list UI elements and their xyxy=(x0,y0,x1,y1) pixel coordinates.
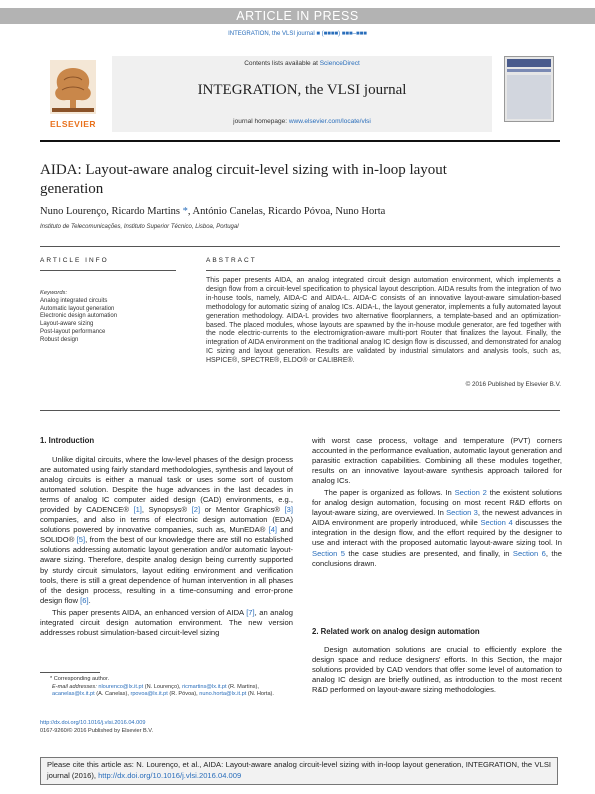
reference-link[interactable]: [1] xyxy=(133,505,142,515)
intro-paragraph-4: The paper is organized as follows. In Section 2 the existent solutions for analog design automation, focusing on most recent R&D efforts on layout-aware sizing, are overviewed. In Section 3, the newest advances in AIDA environment are properly introduced, while Section 4 discusses the integration in the design flow, and the effort required by the designer to use and interact with the proposed automatic layout-aware sizing tool. In Section 5 the case studies are presented, and finally, in Section 6, the conclusions drawn. xyxy=(312,488,562,568)
intro-paragraph-2: This paper presents AIDA, an enhanced version of AIDA [7], an analog integrated circuit design automation environment. The new version addresses robust simulation-based circuit-level sizing xyxy=(40,607,293,637)
homepage-link[interactable]: www.elsevier.com/locate/vlsi xyxy=(288,118,371,125)
introduction-left-column xyxy=(40,455,293,638)
email-link[interactable]: acanelas@lx.it.pt xyxy=(52,691,95,698)
email-link[interactable]: nuno.horta@lx.it.pt xyxy=(199,691,247,698)
abstract-rule xyxy=(206,270,560,271)
abstract-heading: ABSTRACT xyxy=(206,257,257,264)
reference-link[interactable]: [4] xyxy=(268,525,278,535)
keyword-item: Automatic layout generation xyxy=(40,305,115,312)
article-info-heading: ARTICLE INFO xyxy=(40,257,109,264)
keywords-label: Keywords: xyxy=(40,290,68,296)
contents-prefix: Contents lists available at xyxy=(244,60,320,67)
journal-title: INTEGRATION, the VLSI journal xyxy=(197,82,407,98)
related-work-heading: 2. Related work on analog design automation xyxy=(312,627,480,636)
elsevier-wordmark: ELSEVIER xyxy=(49,119,97,129)
section-link[interactable]: Section 2 xyxy=(454,488,487,498)
journal-header-panel xyxy=(112,56,492,132)
email-link[interactable]: rpovoa@lx.it.pt xyxy=(130,691,168,698)
sciencedirect-link[interactable]: ScienceDirect xyxy=(319,60,360,67)
section-link[interactable]: Section 4 xyxy=(480,518,513,528)
intro-paragraph-1: Unlike digital circuits, where the low-level phases of the design process are automated using fairly standard methodologies, synthesis and layout of analog circuits is either a manual task or uses some sort of custom automated solution. Despite the huge advances in the last decades in terms of analog IC computer aided design (CAD) environments, e.g., provided by CADENCE® [1], Synopsys® [2] or Mentor Graphics® [3] companies, and also in terms of electronic design automation (EDA) solutions powered by innovative companies, such as, MunEDA® [4] and SOLIDO® [5], from the best of our knowledge there are still no established solutions addressing automatic layout generation and/or automatic layout-aware sizing. Therefore, despite analog design being currently supported by sturdy circuit simulators, layout editing environment and verification tools, there is still a great dependence of human intervention in all phases of the design process, resulting in a time-consuming and error-prone design flow [6]. xyxy=(40,455,294,605)
issn-line: 0167-9260/© 2016 Published by Elsevier B.V. xyxy=(40,727,154,734)
article-in-press-banner: ARTICLE IN PRESS xyxy=(0,8,595,24)
section-link[interactable]: Section 3 xyxy=(446,508,478,518)
reference-link[interactable]: [3] xyxy=(284,505,293,515)
reference-link[interactable]: [5] xyxy=(76,535,86,545)
header-divider xyxy=(40,140,560,142)
body-divider xyxy=(40,410,560,411)
keyword-item: Post-layout performance xyxy=(40,328,106,335)
cover-body xyxy=(507,75,551,119)
author-list xyxy=(40,206,540,217)
article-title: AIDA: Layout-aware analog circuit-level sizing with in-loop layout generation xyxy=(40,162,447,197)
introduction-heading: 1. Introduction xyxy=(40,436,95,445)
email-link[interactable]: nlourenco@lx.it.pt xyxy=(98,683,144,690)
corresponding-author-mark[interactable]: * xyxy=(182,206,188,217)
keyword-item: Electronic design automation xyxy=(40,313,118,320)
keyword-item: Robust design xyxy=(40,336,79,343)
corresponding-author-note: * Corresponding author. xyxy=(50,676,110,682)
elsevier-tree-logo xyxy=(40,56,106,128)
reference-link[interactable]: [6] xyxy=(80,595,89,605)
section-link[interactable]: Section 5 xyxy=(312,548,345,558)
reference-link[interactable]: [2] xyxy=(191,505,201,515)
authors-rest: , António Canelas, Ricardo Póvoa, Nuno Horta xyxy=(187,206,386,217)
section-link[interactable]: Section 6 xyxy=(512,548,546,558)
corresponding-author-footnote xyxy=(40,676,290,699)
abstract-text: This paper presents AIDA, an analog integrated circuit design automation environment, which implements a design flow from a circuit-level specification to physical layout description. AIDA results from the integration of two in-house tools, namely, AIDA-C and AIDA-L. AIDA-C consists of an innovative layout-aware simulation-based methodology for automatic sizing of analog ICs. AIDA-L, the layout generator, implements a fully automated layout generation methodology. AIDA-L provides two alternative floorplanners, a template-based and an optimization-based. The placed modules, whose layouts are spawned by the in-house module generator, are fed together with the node electric-currents to the electromigration-aware multi-port Router that finalizes the layout. Finally, the integration of AIDA environment on the traditional analog IC design flow is discussed, and demonstrated for analog IC sizing and layout generation. Results are validated by industrial simulators and analysis tools, such as, HSPICE®, SPECTRE®, ELDO® or CALIBRE®. xyxy=(206,277,561,365)
reference-link[interactable]: [7] xyxy=(246,607,255,617)
cover-title-band xyxy=(507,59,551,67)
journal-homepage xyxy=(112,118,492,125)
doi-link[interactable]: http://dx.doi.org/10.1016/j.vlsi.2016.04.009 xyxy=(40,720,146,726)
journal-cover-thumbnail xyxy=(504,56,554,122)
citation-text: Please cite this article as: N. Lourenço, et al., AIDA: Layout-aware analog circuit-level sizing with in-loop layout generation, INTEGRATION, the VLSI journal (2016), xyxy=(47,760,551,780)
introduction-right-column xyxy=(312,436,562,569)
contents-availability xyxy=(112,60,492,67)
author-affiliation: Instituto de Telecomunicações, Instituto Superior Técnico, Lisboa, Portugal xyxy=(40,224,239,230)
email-addresses: E-mail addresses: nlourenco@lx.it.pt (N. Lourenço), ricmartins@lx.it.pt (R. Martins), acanelas@lx.it.pt (A. Canelas), rpovoa@lx.it.pt (R. Póvoa), nuno.horta@lx.it.pt (N. Horta). xyxy=(52,683,274,698)
homepage-prefix: journal homepage: xyxy=(233,118,289,125)
keyword-item: Analog integrated circuits xyxy=(40,298,108,304)
article-info-rule xyxy=(40,270,176,271)
footnote-rule xyxy=(40,672,100,673)
abstract-copyright: © 2016 Published by Elsevier B.V. xyxy=(465,381,561,388)
authors-first: Nuno Lourenço, Ricardo Martins xyxy=(40,206,183,217)
related-paragraph-1: Design automation solutions are crucial to efficiently explore the design space and reduce designers' efforts. In this Section, the major solutions provided by CAD vendors that offer some level of automation to analog IC design are briefly outlined, as introduction to the most recent R&D performed on layout-aware sizing methodologies. xyxy=(312,645,562,695)
journal-header xyxy=(40,56,560,134)
running-journal-reference[interactable]: INTEGRATION, the VLSI journal ■ (■■■■) ■■■–■■■ xyxy=(228,31,367,37)
citation-doi-link[interactable]: http://dx.doi.org/10.1016/j.vlsi.2016.04.009 xyxy=(98,770,242,780)
doi-block xyxy=(40,720,290,735)
keywords-list xyxy=(40,298,180,344)
email-link[interactable]: ricmartins@lx.it.pt xyxy=(182,683,227,690)
affiliation-divider xyxy=(40,246,560,247)
related-work-column xyxy=(312,645,562,695)
citation-box xyxy=(40,757,558,785)
intro-paragraph-3: with worst case process, voltage and temperature (PVT) corners accounted in the performance evaluation, automatic layout generation and parasitic extraction capabilities. Combining all these modules together, results on an innovative layout-aware synthesis approach tailored for analog ICs. xyxy=(312,436,562,486)
keyword-item: Layout-aware sizing xyxy=(40,321,94,328)
cover-subtitle-band xyxy=(507,69,551,72)
